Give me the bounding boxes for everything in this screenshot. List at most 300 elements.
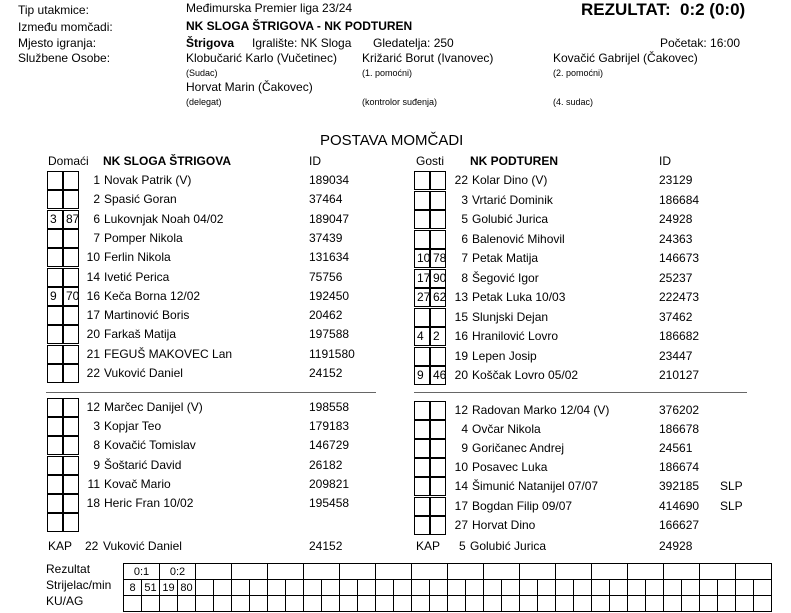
player-number: 4 bbox=[461, 422, 468, 437]
result-value: 0:2 (0:0) bbox=[680, 0, 746, 19]
box-cell bbox=[430, 288, 446, 307]
score-cell bbox=[376, 564, 412, 580]
player-name: Balenović Mihovil bbox=[472, 231, 565, 246]
player-id: 414690 bbox=[659, 498, 700, 513]
box-cell bbox=[430, 401, 446, 420]
kuag-cell bbox=[376, 596, 394, 612]
box-cell bbox=[414, 420, 430, 439]
scorer-cell bbox=[538, 580, 556, 596]
kuag-cell bbox=[484, 596, 502, 612]
box-cell bbox=[414, 458, 430, 477]
kuag-cell bbox=[394, 596, 412, 612]
box-cell bbox=[414, 288, 430, 307]
kuag-cell bbox=[736, 596, 754, 612]
player-id: 179183 bbox=[309, 419, 350, 434]
box-cell bbox=[414, 366, 430, 385]
away-captain-label: KAP bbox=[416, 539, 441, 553]
box-cell bbox=[47, 436, 63, 455]
scorer-cell bbox=[610, 580, 628, 596]
kuag-cell bbox=[268, 596, 286, 612]
kuag-cell bbox=[358, 596, 376, 612]
teams-label: Između momčadi: bbox=[18, 20, 113, 34]
player-number: 27 bbox=[454, 517, 468, 532]
box-cell bbox=[414, 210, 430, 229]
scorer-cell bbox=[718, 580, 736, 596]
box-cell bbox=[430, 516, 446, 535]
scorer-cell bbox=[394, 580, 412, 596]
player-number: 2 bbox=[93, 192, 100, 207]
player-number: 6 bbox=[461, 231, 468, 246]
player-name: Vuković Daniel bbox=[104, 366, 183, 380]
player-name: Šoštarić David bbox=[104, 457, 182, 472]
player-number: 20 bbox=[86, 327, 100, 342]
box-cell bbox=[414, 249, 430, 268]
player-number: 10 bbox=[86, 250, 100, 265]
kuag-cell bbox=[304, 596, 322, 612]
kuag-cell bbox=[538, 596, 556, 612]
player-id: 186674 bbox=[659, 460, 700, 475]
scorer-cell bbox=[682, 580, 700, 596]
scorer-cell bbox=[322, 580, 340, 596]
away-team-name: NK PODTUREN bbox=[470, 154, 559, 168]
kuag-cell bbox=[142, 596, 160, 612]
score-cell bbox=[736, 564, 772, 580]
official-role: (1. pomoćni) bbox=[362, 68, 413, 78]
player-name: Goričanec Andrej bbox=[472, 441, 565, 456]
player-name: Farkaš Matija bbox=[104, 327, 177, 342]
score-cell bbox=[304, 564, 340, 580]
box-value: 62 bbox=[433, 290, 447, 304]
kuag-cell bbox=[412, 596, 430, 612]
kuag-cell bbox=[214, 596, 232, 612]
scorer-cell bbox=[304, 580, 322, 596]
box-value: 9 bbox=[50, 288, 57, 303]
player-name: Pomper Nikola bbox=[104, 230, 183, 245]
box-cell bbox=[47, 268, 63, 287]
player-id: 186684 bbox=[659, 192, 700, 207]
section-title: POSTAVA MOMČADI bbox=[320, 132, 464, 149]
score-cell bbox=[412, 564, 448, 580]
scorer-cell bbox=[574, 580, 592, 596]
box-cell bbox=[63, 171, 79, 190]
scorer-cell bbox=[232, 580, 250, 596]
box-cell bbox=[47, 287, 63, 306]
kuag-cell bbox=[520, 596, 538, 612]
player-number: 7 bbox=[461, 251, 468, 265]
scorer-cell bbox=[376, 580, 394, 596]
box-cell bbox=[414, 308, 430, 327]
result-label: REZULTAT: bbox=[581, 0, 671, 19]
box-cell bbox=[430, 269, 446, 288]
box-value: 9 bbox=[417, 368, 424, 382]
home-id-header: ID bbox=[309, 154, 321, 168]
player-name: Kolar Dino (V) bbox=[472, 173, 548, 187]
scorer-cell bbox=[466, 580, 484, 596]
footer-scorer-label: Strijelac/min bbox=[46, 578, 112, 592]
player-name: Ivetić Perica bbox=[104, 269, 170, 284]
divider bbox=[46, 392, 376, 393]
officials-label: Službene Osobe: bbox=[18, 51, 111, 65]
kuag-cell bbox=[628, 596, 646, 612]
player-name: Bogdan Filip 09/07 bbox=[472, 498, 573, 513]
box-cell bbox=[47, 456, 63, 475]
official-role: (4. sudac) bbox=[553, 97, 594, 107]
player-name: Ovčar Nikola bbox=[472, 422, 541, 437]
player-number: 19 bbox=[454, 348, 468, 363]
box-cell bbox=[430, 458, 446, 477]
player-number: 20 bbox=[454, 368, 468, 382]
box-cell bbox=[47, 417, 63, 436]
player-name: Petak Luka 10/03 bbox=[472, 290, 566, 304]
box-cell bbox=[63, 248, 79, 267]
box-value: 70 bbox=[66, 288, 80, 303]
box-cell bbox=[63, 306, 79, 325]
league-name: Međimurska Premier liga 23/24 bbox=[186, 1, 353, 15]
player-number: 1 bbox=[93, 173, 100, 187]
kuag-cell bbox=[430, 596, 448, 612]
footer-row bbox=[124, 564, 772, 580]
player-name: Vrtarić Dominik bbox=[472, 192, 553, 207]
score-cell bbox=[196, 564, 232, 580]
score-cell bbox=[664, 564, 700, 580]
box-cell bbox=[430, 347, 446, 366]
official-name: Klobučarić Karlo (Vučetinec) bbox=[186, 51, 337, 65]
official-role: (delegat) bbox=[186, 97, 222, 107]
score-cell: 0:1 bbox=[124, 564, 160, 580]
player-id: 25237 bbox=[659, 270, 693, 285]
player-name: Novak Patrik (V) bbox=[104, 173, 192, 187]
divider bbox=[414, 392, 747, 393]
scorer-cell bbox=[664, 580, 682, 596]
kuag-cell bbox=[160, 596, 178, 612]
box-cell bbox=[63, 398, 79, 417]
kuag-cell bbox=[250, 596, 268, 612]
box-cell bbox=[47, 494, 63, 513]
box-cell bbox=[430, 477, 446, 496]
box-cell bbox=[414, 516, 430, 535]
official-name: Križarić Borut (Ivanovec) bbox=[362, 51, 494, 65]
footer-row bbox=[124, 596, 772, 612]
scorer-cell bbox=[754, 580, 772, 596]
player-number: 9 bbox=[93, 457, 100, 472]
box-value: 46 bbox=[433, 368, 447, 382]
player-name: Keča Borna 12/02 bbox=[104, 288, 201, 303]
box-cell bbox=[430, 230, 446, 249]
box-cell bbox=[430, 439, 446, 458]
player-number: 16 bbox=[86, 288, 100, 303]
player-name: Spasić Goran bbox=[104, 192, 177, 207]
kuag-cell bbox=[196, 596, 214, 612]
box-cell bbox=[63, 325, 79, 344]
player-name: Heric Fran 10/02 bbox=[104, 496, 194, 510]
scorer-cell bbox=[592, 580, 610, 596]
box-cell bbox=[414, 401, 430, 420]
box-cell bbox=[63, 513, 79, 532]
venue: Štrigova bbox=[186, 36, 235, 50]
kuag-cell bbox=[682, 596, 700, 612]
box-cell bbox=[47, 345, 63, 364]
player-id: 189047 bbox=[309, 211, 350, 226]
footer-row bbox=[124, 580, 772, 596]
player-id: 24152 bbox=[309, 366, 343, 380]
scorer-cell bbox=[340, 580, 358, 596]
kuag-cell bbox=[286, 596, 304, 612]
home-side-label: Domaći bbox=[48, 154, 89, 168]
player-id: 24928 bbox=[659, 212, 693, 226]
box-cell bbox=[63, 287, 79, 306]
official-role: (kontrolor suđenja) bbox=[362, 97, 438, 107]
kuag-cell bbox=[700, 596, 718, 612]
player-name: Golubić Jurica bbox=[472, 212, 549, 226]
scorer-cell: 51 bbox=[142, 580, 160, 596]
player-id: 192450 bbox=[309, 288, 350, 303]
box-value: 90 bbox=[433, 270, 447, 285]
kuag-cell bbox=[178, 596, 196, 612]
player-name: Posavec Luka bbox=[472, 460, 548, 475]
player-number: 5 bbox=[461, 212, 468, 226]
player-name: Martinović Boris bbox=[104, 308, 190, 323]
scorer-cell bbox=[268, 580, 286, 596]
box-cell bbox=[430, 191, 446, 210]
player-id: 24561 bbox=[659, 441, 693, 456]
box-cell bbox=[414, 230, 430, 249]
score-cell bbox=[340, 564, 376, 580]
box-value: 3 bbox=[50, 211, 57, 226]
player-number: 6 bbox=[93, 211, 100, 226]
player-name: Kovačić Tomislav bbox=[104, 438, 196, 453]
box-cell bbox=[414, 439, 430, 458]
box-value: 17 bbox=[417, 270, 431, 285]
box-cell bbox=[414, 477, 430, 496]
start-time: Početak: 16:00 bbox=[660, 36, 741, 50]
box-value: 78 bbox=[433, 251, 447, 265]
official-name: Horvat Marin (Čakovec) bbox=[186, 80, 313, 94]
player-note: SLP bbox=[720, 498, 743, 513]
player-number: 22 bbox=[86, 366, 100, 380]
score-cell: 0:2 bbox=[160, 564, 196, 580]
player-id: 146673 bbox=[659, 251, 700, 265]
box-cell bbox=[430, 171, 446, 190]
scorer-cell: 80 bbox=[178, 580, 196, 596]
scorer-cell bbox=[250, 580, 268, 596]
box-cell bbox=[414, 347, 430, 366]
box-cell bbox=[63, 436, 79, 455]
box-cell bbox=[63, 456, 79, 475]
box-cell bbox=[430, 249, 446, 268]
player-id: 24363 bbox=[659, 231, 693, 246]
kuag-cell bbox=[574, 596, 592, 612]
home-captain-name: Vuković Daniel bbox=[103, 539, 182, 553]
player-id: 20462 bbox=[309, 308, 343, 323]
box-cell bbox=[63, 417, 79, 436]
scorer-cell: 8 bbox=[124, 580, 142, 596]
box-cell bbox=[47, 229, 63, 248]
player-number: 9 bbox=[461, 441, 468, 456]
kuag-cell bbox=[556, 596, 574, 612]
player-name: Ferlin Nikola bbox=[104, 250, 171, 265]
score-cell bbox=[268, 564, 304, 580]
home-captain-number: 22 bbox=[85, 539, 99, 553]
player-name: Slunjski Dejan bbox=[472, 309, 549, 324]
player-id: 195458 bbox=[309, 496, 350, 510]
scorer-cell bbox=[520, 580, 538, 596]
footer-table bbox=[123, 563, 772, 612]
kuag-cell bbox=[232, 596, 250, 612]
home-captain-label: KAP bbox=[48, 539, 73, 553]
player-id: 26182 bbox=[309, 457, 343, 472]
player-number: 14 bbox=[86, 269, 100, 284]
player-id: 222473 bbox=[659, 290, 700, 304]
player-name: Marčec Danijel (V) bbox=[104, 400, 203, 414]
player-name: Lepen Josip bbox=[472, 348, 537, 363]
box-cell bbox=[47, 210, 63, 229]
away-captain-number: 5 bbox=[459, 539, 466, 553]
box-value: 4 bbox=[417, 329, 424, 343]
box-value: 10 bbox=[417, 251, 431, 265]
kuag-cell bbox=[502, 596, 520, 612]
box-cell bbox=[63, 190, 79, 209]
box-cell bbox=[414, 171, 430, 190]
player-number: 12 bbox=[86, 400, 100, 414]
box-cell bbox=[47, 364, 63, 383]
player-name: Šimunić Natanijel 07/07 bbox=[472, 479, 599, 494]
footer-kuag-label: KU/AG bbox=[46, 594, 84, 608]
box-cell bbox=[47, 513, 63, 532]
box-cell bbox=[430, 366, 446, 385]
player-number: 7 bbox=[93, 230, 100, 245]
score-cell bbox=[592, 564, 628, 580]
scorer-cell: 19 bbox=[160, 580, 178, 596]
box-cell bbox=[430, 327, 446, 346]
box-cell bbox=[47, 475, 63, 494]
box-cell bbox=[47, 398, 63, 417]
player-id: 210127 bbox=[659, 368, 700, 382]
player-name: FEGUŠ MAKOVEC Lan bbox=[104, 346, 233, 361]
box-cell bbox=[414, 191, 430, 210]
score-cell bbox=[520, 564, 556, 580]
player-number: 8 bbox=[93, 438, 100, 453]
box-cell bbox=[414, 269, 430, 288]
match-type-label: Tip utakmice: bbox=[18, 3, 89, 17]
away-side-label: Gosti bbox=[416, 154, 445, 168]
box-cell bbox=[63, 210, 79, 229]
box-value: 87 bbox=[66, 211, 80, 226]
away-captain-name: Golubić Jurica bbox=[470, 539, 547, 553]
kuag-cell bbox=[610, 596, 628, 612]
official-role: (Sudac) bbox=[186, 68, 218, 78]
box-cell bbox=[63, 364, 79, 383]
player-name: Petak Matija bbox=[472, 251, 539, 265]
box-cell bbox=[47, 190, 63, 209]
player-id: 186682 bbox=[659, 329, 700, 343]
player-name: Lukovnjak Noah 04/02 bbox=[104, 211, 224, 226]
box-cell bbox=[47, 325, 63, 344]
player-number: 10 bbox=[454, 460, 468, 475]
kuag-cell bbox=[124, 596, 142, 612]
player-number: 11 bbox=[87, 476, 100, 491]
player-id: 146729 bbox=[309, 438, 350, 453]
player-id: 131634 bbox=[309, 250, 350, 265]
player-note: SLP bbox=[720, 479, 743, 494]
venue-label: Mjesto igranja: bbox=[18, 36, 97, 50]
away-id-header: ID bbox=[659, 154, 671, 168]
scorer-cell bbox=[196, 580, 214, 596]
player-id: 37462 bbox=[659, 309, 693, 324]
player-number: 21 bbox=[86, 346, 100, 361]
player-name: Hranilović Lovro bbox=[472, 329, 559, 343]
kuag-cell bbox=[448, 596, 466, 612]
player-id: 1191580 bbox=[309, 346, 355, 361]
score-cell bbox=[628, 564, 664, 580]
kuag-cell bbox=[754, 596, 772, 612]
official-role: (2. pomoćni) bbox=[553, 68, 604, 78]
kuag-cell bbox=[664, 596, 682, 612]
kuag-cell bbox=[592, 596, 610, 612]
scorer-cell bbox=[736, 580, 754, 596]
scorer-cell bbox=[286, 580, 304, 596]
home-captain-id: 24152 bbox=[309, 539, 343, 553]
player-id: 197588 bbox=[309, 327, 350, 342]
score-cell bbox=[484, 564, 520, 580]
scorer-cell bbox=[448, 580, 466, 596]
player-number: 14 bbox=[454, 479, 468, 494]
player-number: 12 bbox=[454, 403, 468, 417]
away-captain-id: 24928 bbox=[659, 539, 693, 553]
player-name: Kopjar Teo bbox=[104, 419, 162, 434]
player-id: 186678 bbox=[659, 422, 700, 437]
box-cell bbox=[63, 268, 79, 287]
box-cell bbox=[63, 475, 79, 494]
player-number: 16 bbox=[454, 329, 468, 343]
box-cell bbox=[430, 210, 446, 229]
footer-result-label: Rezultat bbox=[46, 562, 91, 576]
kuag-cell bbox=[718, 596, 736, 612]
scorer-cell bbox=[430, 580, 448, 596]
scorer-cell bbox=[358, 580, 376, 596]
box-value: 27 bbox=[417, 290, 431, 304]
player-number: 15 bbox=[454, 309, 468, 324]
kuag-cell bbox=[646, 596, 664, 612]
player-id: 198558 bbox=[309, 400, 350, 414]
box-cell bbox=[430, 420, 446, 439]
player-id: 189034 bbox=[309, 173, 350, 187]
box-cell bbox=[47, 306, 63, 325]
player-number: 22 bbox=[454, 173, 468, 187]
box-cell bbox=[63, 345, 79, 364]
box-value: 2 bbox=[433, 329, 440, 343]
player-number: 3 bbox=[461, 192, 468, 207]
score-cell bbox=[700, 564, 736, 580]
score-cell bbox=[448, 564, 484, 580]
player-id: 209821 bbox=[309, 476, 350, 491]
player-number: 18 bbox=[86, 496, 100, 510]
player-id: 75756 bbox=[309, 269, 343, 284]
box-cell bbox=[414, 497, 430, 516]
scorer-cell bbox=[484, 580, 502, 596]
player-name: Šegović Igor bbox=[472, 270, 539, 285]
match-teams: NK SLOGA ŠTRIGOVA - NK PODTUREN bbox=[186, 19, 413, 33]
player-id: 37464 bbox=[309, 192, 343, 207]
player-number: 17 bbox=[86, 308, 100, 323]
scorer-cell bbox=[646, 580, 664, 596]
score-cell bbox=[232, 564, 268, 580]
box-cell bbox=[47, 248, 63, 267]
player-id: 392185 bbox=[659, 479, 700, 494]
box-cell bbox=[63, 494, 79, 513]
box-cell bbox=[430, 497, 446, 516]
spectators: Gledatelja: 250 bbox=[373, 36, 454, 50]
kuag-cell bbox=[466, 596, 484, 612]
